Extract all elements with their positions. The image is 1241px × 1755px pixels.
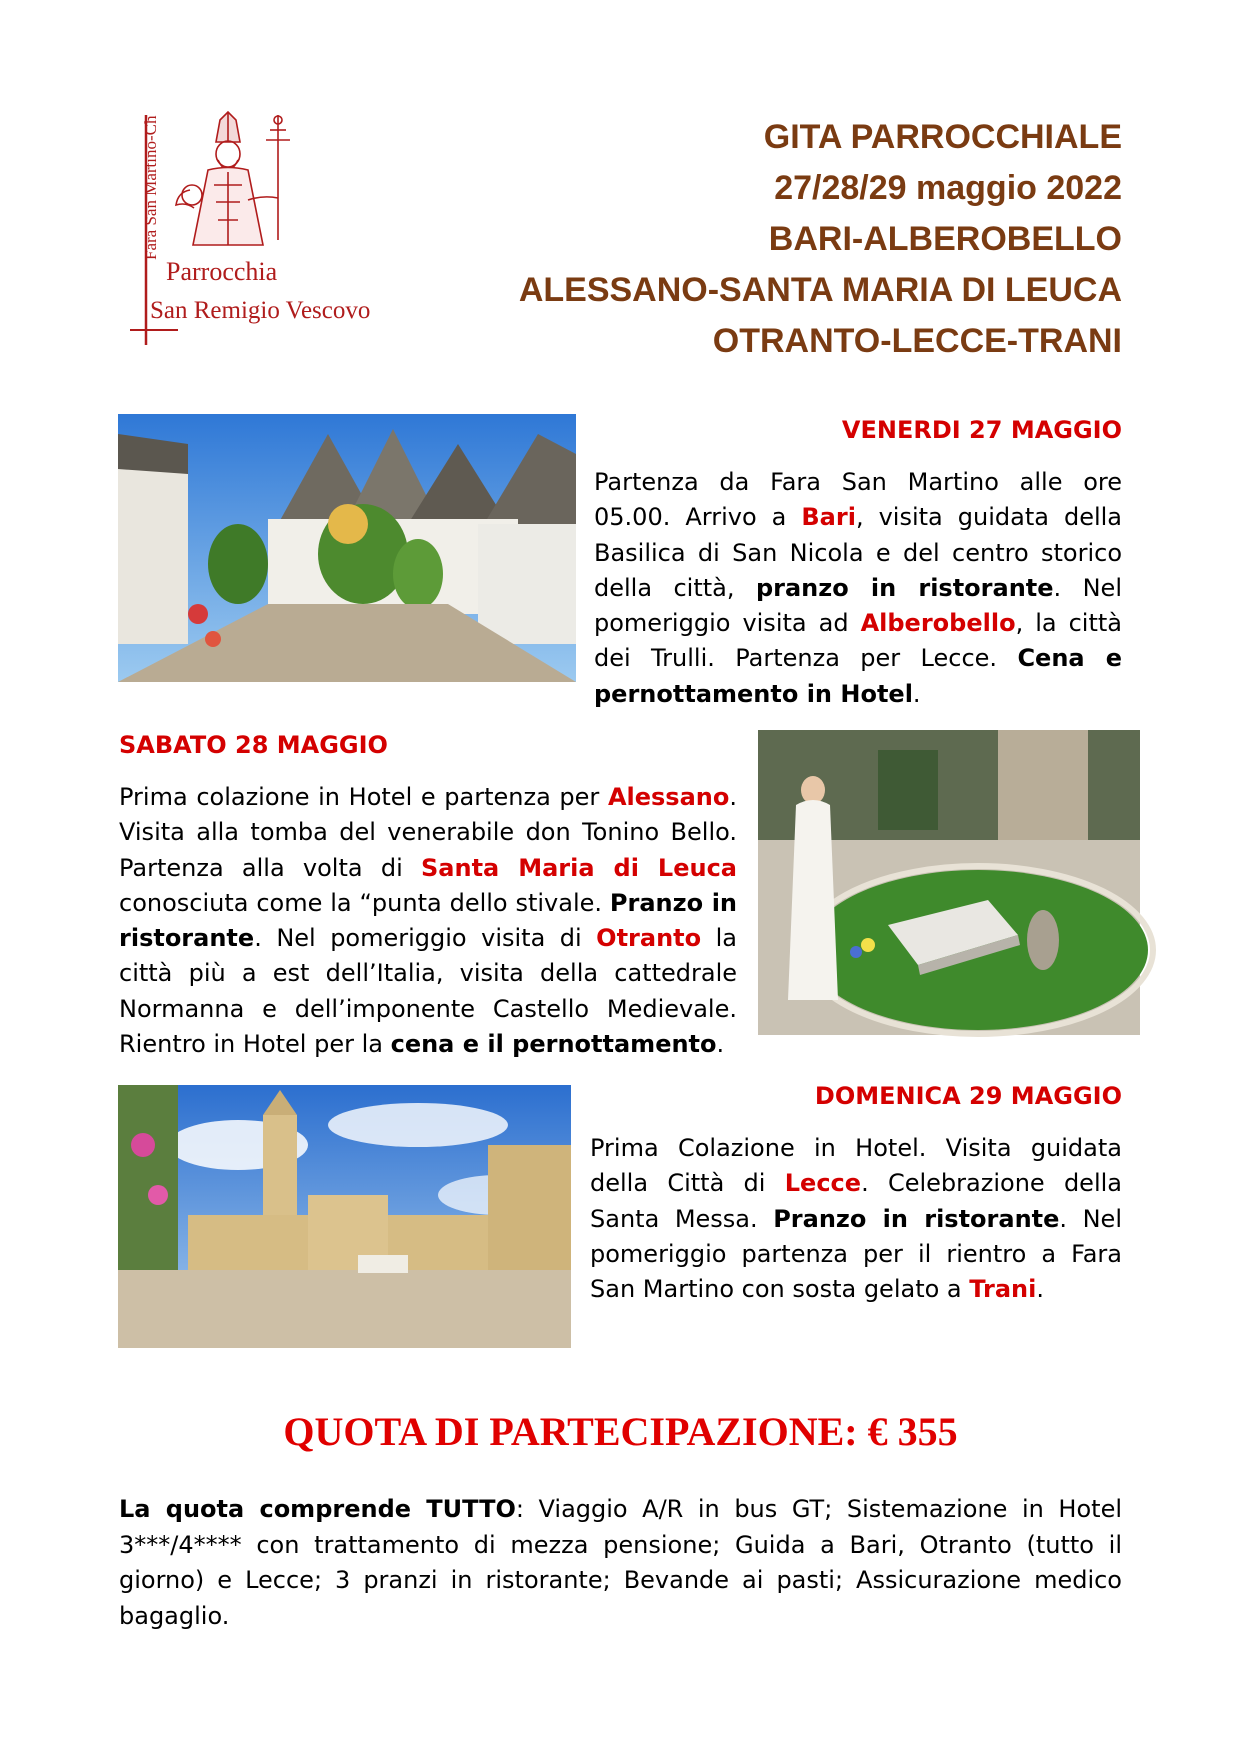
logo-line2: San Remigio Vescovo: [150, 297, 371, 324]
day1-text: , visita guidata della Basilica di San Nicola e del centro storico della città,: [594, 503, 1123, 602]
day1-dinner-hotel: Cena e pernottamento in Hotel: [594, 644, 1122, 708]
header-route-1: BARI-ALBEROBELLO: [768, 220, 1122, 258]
day1-heading: VENERDI 27 MAGGIO: [841, 416, 1122, 444]
day2-lunch: Pranzo in ristorante: [119, 888, 738, 953]
alberobello-trulli-photo: [118, 414, 576, 682]
day1-place-alberobello: Alberobello: [860, 609, 1016, 638]
day2-place-leuca: Santa Maria di Leuca: [421, 853, 737, 882]
header-route-2: ALESSANO-SANTA MARIA DI LEUCA: [518, 271, 1122, 309]
day1-text: .: [912, 679, 921, 708]
day2-dinner-hotel: cena e il pernottamento: [390, 1030, 717, 1059]
day2-heading: SABATO 28 MAGGIO: [119, 731, 388, 759]
day1-text: Partenza da Fara San Martino alle ore 05.00. Arrivo a: [594, 468, 1122, 532]
day1-text: , la città dei Trulli. Partenza per Lecce.: [594, 609, 1122, 673]
day3-text: . Nel pomeriggio partenza per il rientro a Fara San Martino con sosta gelato a: [590, 1204, 1122, 1304]
day3-heading: DOMENICA 29 MAGGIO: [814, 1082, 1122, 1110]
trip-header: [422, 112, 1122, 367]
day2-description: [119, 780, 737, 1062]
day3-lunch: Pranzo in ristorante: [773, 1204, 1060, 1233]
fee-includes: [119, 1492, 1122, 1634]
day1-text: . Nel pomeriggio visita ad: [594, 573, 1122, 638]
day2-text: . Visita alla tomba del venerabile don Tonino Bello. Partenza alla volta di: [119, 783, 737, 882]
tomb-visit-photo: [758, 730, 1140, 1035]
day3-place-lecce: Lecce: [784, 1169, 862, 1198]
day3-text: . Celebrazione della Santa Messa.: [590, 1169, 1122, 1233]
day1-place-bari: Bari: [801, 503, 856, 532]
day2-text: Prima colazione in Hotel e partenza per: [119, 783, 608, 811]
day1-lunch: pranzo in ristorante: [755, 573, 1054, 602]
parish-logo-graphic: [128, 110, 371, 350]
day3-text: .: [1036, 1275, 1044, 1304]
lecce-piazza-duomo-photo: [118, 1085, 571, 1348]
day2-text: . Nel pomeriggio visita di: [254, 924, 597, 953]
day3-description: [590, 1131, 1122, 1307]
day2-place-otranto: Otranto: [596, 924, 702, 953]
day3-place-trani: Trani: [969, 1275, 1037, 1304]
logo-side-text: Fara San Martino-Ch: [141, 115, 160, 260]
header-route-3: OTRANTO-LECCE-TRANI: [712, 322, 1122, 360]
day2-text: conosciuta come la “punta dello stivale.: [119, 888, 610, 917]
fee-includes-label: La quota comprende TUTTO: [119, 1495, 516, 1523]
header-title: GITA PARROCCHIALE: [763, 118, 1122, 156]
day1-description: [594, 465, 1122, 712]
day2-text: la città più a est dell’Italia, visita della cattedrale Normanna e dell’imponente Castello Medievale. Rientro in Hotel per la: [119, 924, 737, 1059]
participation-fee: QUOTA DI PARTECIPAZIONE: € 355: [283, 1409, 958, 1454]
logo-line1: Parrocchia: [166, 257, 278, 286]
parish-logo: [128, 110, 371, 350]
day2-place-alessano: Alessano: [607, 783, 730, 811]
day2-text: .: [716, 1030, 725, 1059]
day3-text: Prima Colazione in Hotel. Visita guidata della Città di: [590, 1134, 1122, 1198]
header-dates: 27/28/29 maggio 2022: [774, 169, 1122, 207]
fee-includes-text: : Viaggio A/R in bus GT; Sistemazione in Hotel 3***/4**** con trattamento di mezza pensione; Guida a Bari, Otranto (tutto il giorno) e Lecce; 3 pranzi in ristorante; Bevande ai pasti; Assicurazione medico bagaglio.: [119, 1495, 1123, 1630]
